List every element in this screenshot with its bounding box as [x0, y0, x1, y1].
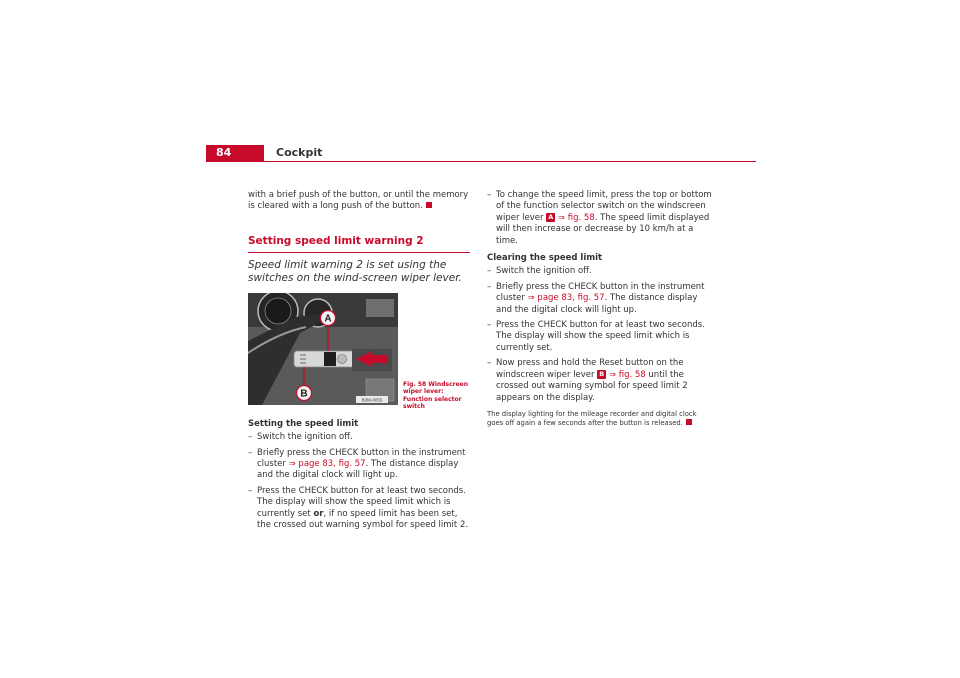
section-intro: Speed limit warning 2 is set using the switches on the wind-screen wiper lever. — [248, 258, 462, 284]
label-b: B — [300, 388, 308, 400]
list-item: – Briefly press the CHECK button in the instrument cluster ⇒ page 83, fig. 57. The distance display and the digital clock will light up. — [487, 281, 705, 315]
right-column — [487, 190, 713, 428]
figure-code: B3M-0055 — [361, 397, 383, 403]
label-b-badge: B — [599, 369, 605, 378]
list-item: – Press the CHECK button for at least two seconds. The display will show the speed limit which is currently set or, if no speed limit has been set, the crossed out warning symbol for speed limit 2. — [248, 485, 469, 531]
end-of-section-icon — [686, 419, 692, 425]
list-item: – Switch the ignition off. — [248, 432, 353, 443]
section-title: Setting speed limit warning 2 — [248, 235, 470, 253]
list-item: – Briefly press the CHECK button in the instrument cluster ⇒ page 83, fig. 57. The distance display and the digital clock will light up. — [248, 447, 466, 481]
chapter-title: Cockpit — [276, 146, 323, 159]
label-a-badge: A — [548, 212, 554, 221]
note-paragraph: The display lighting for the mileage recorder and digital clock goes off again a few seconds after the button is released. — [487, 409, 697, 427]
page-number: 84 — [206, 145, 264, 161]
figure-caption: Fig. 58 Windscreen wiper lever: Function selector switch — [403, 380, 468, 411]
page-reference-link[interactable]: ⇒ page 83, fig. 57 — [288, 459, 366, 470]
left-column — [248, 190, 470, 531]
label-a: A — [324, 313, 332, 325]
wiper-lever-illustration — [248, 293, 398, 405]
figure-58 — [248, 293, 470, 411]
page-reference-link[interactable]: ⇒ page 83, fig. 57 — [527, 293, 605, 304]
end-of-section-icon — [426, 202, 432, 208]
figure-reference-link[interactable]: ⇒ fig. 58 — [606, 369, 646, 380]
subheading-setting: Setting the speed limit — [248, 418, 359, 429]
subheading-clearing: Clearing the speed limit — [487, 253, 603, 264]
list-item: – Press the CHECK button for at least two seconds. The display will show the speed limit which is currently set. — [487, 320, 705, 353]
list-item: – Now press and hold the Reset button on the windscreen wiper lever B ⇒ fig. 58 until the crossed out warning symbol for speed limit 2 appears on the display. — [487, 358, 688, 403]
list-item: – Switch the ignition off. — [487, 266, 592, 277]
figure-reference-link[interactable]: ⇒ fig. 58 — [555, 212, 595, 223]
header-rule — [206, 161, 756, 162]
list-item: – To change the speed limit, press the top or bottom of the function selector switch on the windscreen wiper lever A ⇒ fig. 58. The speed limit displayed will then increase or decrease by 10 km/h at a time. — [487, 190, 712, 246]
continuation-paragraph: with a brief push of the button, or until the memory is cleared with a long push of the button. — [248, 190, 469, 212]
